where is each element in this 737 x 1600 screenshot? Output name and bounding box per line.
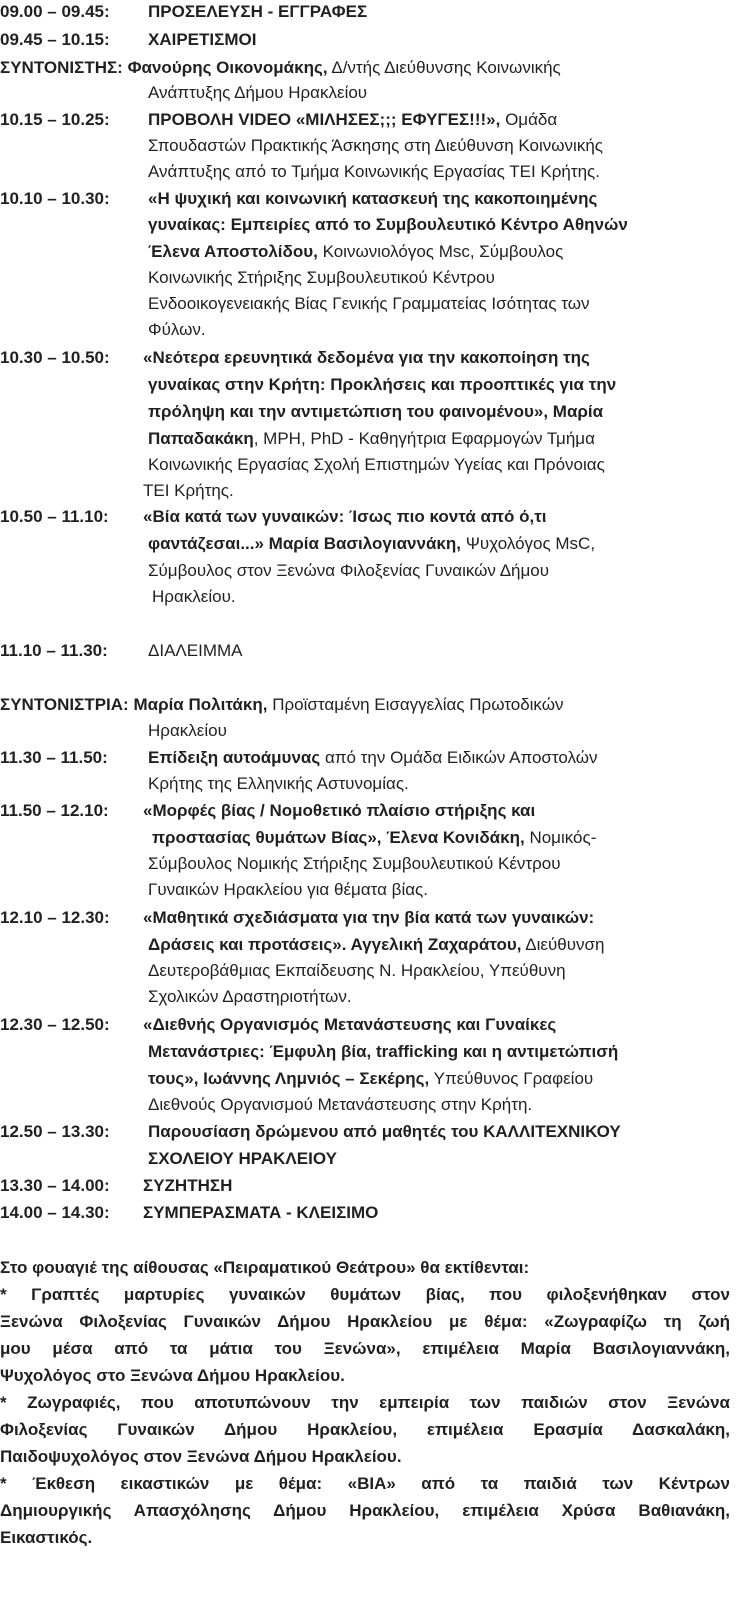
speaker-line [148, 534, 595, 554]
session-title: προστασίας θυμάτων Βίας», Έλενα Κονιδάκη, [152, 828, 525, 847]
session-title: «Βία κατά των γυναικών: Ίσως πιο κοντά από ό,τι [143, 507, 547, 526]
speaker-role: Σύμβουλος στον Ξενώνα Φιλοξενίας Γυναικών Δήμου [148, 561, 550, 580]
coordinator-label: ΣΥΝΤΟΝΙΣΤΡΙΑ: [0, 695, 129, 714]
session-title: ΔΙΑΛΕΙΜΜΑ [148, 641, 243, 660]
session-title: Παρουσίαση δρώμενου από μαθητές του ΚΑΛΛΙΤΕΧΝΙΚΟΥ [148, 1122, 621, 1141]
exhibit-item-cont: μου μέσα από τα μάτια του Ξενώνα», επιμέλεια Μαρία Βασιλογιαννάκη, [0, 1339, 730, 1358]
speaker-role: Ψυχολόγος MsC, [465, 534, 596, 553]
coordinator-name: Μαρία Πολιτάκη, [133, 695, 268, 714]
exhibit-item: * Ζωγραφιές, που αποτυπώνουν την εμπειρία των παιδιών στον Ξενώνα [0, 1393, 730, 1412]
time-slot: 10.50 – 11.10: [0, 507, 109, 526]
speaker-role: ΤΕΙ Κρήτης. [143, 481, 234, 500]
session-title: πρόληψη και την αντιμετώπιση του φαινομένου», Μαρία [148, 402, 604, 421]
session-title: ΣΥΖΗΤΗΣΗ [143, 1176, 233, 1195]
session-title: ΠΡΟΣΕΛΕΥΣΗ - ΕΓΓΡΑΦΕΣ [148, 2, 368, 21]
session-title: ΠΡΟΒΟΛΗ VIDEO «ΜΙΛΗΣΕΣ;;; ΕΦΥΓΕΣ!!!», [148, 110, 501, 129]
speaker-line [148, 429, 595, 449]
speaker-role: Κοινωνικής Εργασίας Σχολή Επιστημών Υγείας και Πρόνοιας [148, 455, 605, 474]
exhibit-item-cont: Εικαστικός. [0, 1528, 93, 1547]
session-text: από την Ομάδα Ειδικών Αποστολών [324, 748, 598, 767]
coordinator-line [0, 58, 561, 78]
time-slot: 12.50 – 13.30: [0, 1122, 110, 1141]
speaker-role: Σχολικών Δραστηριοτήτων. [148, 987, 352, 1006]
session-title: «Μορφές βίας / Νομοθετικό πλαίσιο στήριξης και [143, 801, 536, 820]
time-slot: 10.30 – 10.50: [0, 348, 110, 367]
time-slot: 12.10 – 12.30: [0, 908, 110, 927]
speaker-name: Παπαδακάκη [148, 429, 254, 448]
session-title: ΣΥΜΠΕΡΑΣΜΑΤΑ - ΚΛΕΙΣΙΜΟ [143, 1203, 379, 1222]
session-text: Ανάπτυξης από το Τμήμα Κοινωνικής Εργασίας ΤΕΙ Κρήτης. [148, 162, 600, 181]
speaker-role: Ηρακλείου. [152, 587, 236, 606]
time-slot: 09.45 – 10.15: [0, 30, 110, 49]
speaker-role: , MPH, PhD - Καθηγήτρια Εφαρμογών Τμήμα [253, 429, 595, 448]
speaker-role: Διεθνούς Οργανισμού Μετανάστευσης στην Κρήτη. [148, 1095, 533, 1114]
time-slot: 14.00 – 14.30: [0, 1203, 110, 1222]
time-slot: 10.10 – 10.30: [0, 189, 110, 208]
session-title: φαντάζεσαι...» Μαρία Βασιλογιαννάκη, [148, 534, 461, 553]
session-title: γυναίκας στην Κρήτη: Προκλήσεις και προοπτικές για την [148, 375, 617, 394]
session-title: Δράσεις και προτάσεις». Αγγελική Ζαχαράτου, [148, 935, 522, 954]
speaker-role: Υπεύθυνος Γραφείου [433, 1069, 594, 1088]
coordinator-role: Δ/ντής Διεύθυνσης Κοινωνικής [331, 58, 561, 77]
session-line [148, 748, 598, 768]
coordinator-label: ΣΥΝΤΟΝΙΣΤΗΣ: [0, 58, 123, 77]
time-slot: 11.30 – 11.50: [0, 748, 108, 767]
session-title: γυναίκας: Εμπειρίες από το Συμβουλευτικό Κέντρο Αθηνών [148, 215, 628, 234]
session-title: Μετανάστριες: Έμφυλη βία, trafficking και η αντιμετώπισή [148, 1042, 619, 1061]
session-text: Κρήτης της Ελληνικής Αστυνομίας. [148, 774, 409, 793]
session-title: Επίδειξη αυτοάμυνας [148, 748, 321, 767]
session-title: «Νεότερα ερευνητικά δεδομένα για την κακοποίηση της [143, 348, 590, 367]
time-slot: 11.10 – 11.30: [0, 641, 108, 660]
time-slot: 09.00 – 09.45: [0, 2, 110, 21]
speaker-line [152, 828, 596, 848]
exhibit-item: * Γραπτές μαρτυρίες γυναικών θυμάτων βίας, που φιλοξενήθηκαν στον [0, 1285, 730, 1304]
coordinator-line [0, 695, 564, 715]
coordinator-role: Προϊσταμένη Εισαγγελίας Πρωτοδικών [272, 695, 564, 714]
session-title: «Διεθνής Οργανισμός Μετανάστευσης και Γυναίκες [143, 1015, 557, 1034]
speaker-role: Ενδοοικογενειακής Βίας Γενικής Γραμματείας Ισότητας των [148, 294, 590, 313]
speaker-role: Κοινωνιολόγος Msc, Σύμβουλος [322, 242, 564, 261]
session-text: Ομάδα [505, 110, 558, 129]
exhibit-item: * Έκθεση εικαστικών με θέμα: «ΒΙΑ» από τα παιδιά των Κέντρων [0, 1474, 730, 1493]
exhibit-item-cont: Φιλοξενίας Γυναικών Δήμου Ηρακλείου, επιμέλεια Ερασμία Δασκαλάκη, [0, 1420, 730, 1439]
session-title: τους», Ιωάννης Λημνιός – Σεκέρης, [148, 1069, 430, 1088]
speaker-role: Σύμβουλος Νομικής Στήριξης Συμβουλευτικού Κέντρου [148, 854, 561, 873]
speaker-role: Δευτεροβάθμιας Εκπαίδευσης Ν. Ηρακλείου, Υπεύθυνη [148, 961, 566, 980]
exhibit-item-cont: Ξενώνα Φιλοξενίας Γυναικών Δήμου Ηρακλείου με θέμα: «Ζωγραφίζω τη ζωή [0, 1312, 730, 1331]
speaker-line [148, 1069, 593, 1089]
speaker-name: Έλενα Αποστολίδου, [148, 242, 318, 261]
time-slot: 10.15 – 10.25: [0, 110, 110, 129]
time-slot: 12.30 – 12.50: [0, 1015, 110, 1034]
session-text: Σπουδαστών Πρακτικής Άσκησης στη Διεύθυνση Κοινωνικής [148, 136, 603, 155]
coordinator-name: Φανούρης Οικονομάκης, [127, 58, 328, 77]
speaker-line [148, 242, 563, 262]
speaker-role: Διεύθυνση [525, 935, 605, 954]
speaker-line [148, 935, 604, 955]
exhibit-item-cont: Ψυχολόγος στο Ξενώνα Δήμου Ηρακλείου. [0, 1366, 345, 1385]
speaker-role: Φύλων. [148, 320, 206, 339]
session-title: ΧΑΙΡΕΤΙΣΜΟΙ [148, 30, 257, 49]
speaker-role: Νομικός- [529, 828, 597, 847]
session-title: «Η ψυχική και κοινωνική κατασκευή της κακοποιημένης [148, 189, 598, 208]
time-slot: 11.50 – 12.10: [0, 801, 109, 820]
session-title: «Μαθητικά σχεδιάσματα για την βία κατά των γυναικών: [143, 908, 595, 927]
exhibit-item-cont: Παιδοψυχολόγος στον Ξενώνα Δήμου Ηρακλείου. [0, 1447, 402, 1466]
time-slot: 13.30 – 14.00: [0, 1176, 110, 1195]
speaker-role: Γυναικών Ηρακλείου για θέματα βίας. [148, 880, 428, 899]
coordinator-role-cont: Ανάπτυξης Δήμου Ηρακλείου [148, 83, 368, 102]
speaker-role: Κοινωνικής Στήριξης Συμβουλευτικού Κέντρου [148, 268, 495, 287]
exhibits-heading: Στο φουαγιέ της αίθουσας «Πειραματικού Θεάτρου» θα εκτίθενται: [0, 1258, 530, 1277]
session-line [148, 110, 557, 130]
coordinator-role-cont: Ηρακλείου [148, 721, 227, 740]
session-title: ΣΧΟΛΕΙΟΥ ΗΡΑΚΛΕΙΟΥ [148, 1149, 337, 1168]
exhibit-item-cont: Δημιουργικής Απασχόλησης Δήμου Ηρακλείου, επιμέλεια Χρύσα Βαθιανάκη, [0, 1501, 730, 1520]
